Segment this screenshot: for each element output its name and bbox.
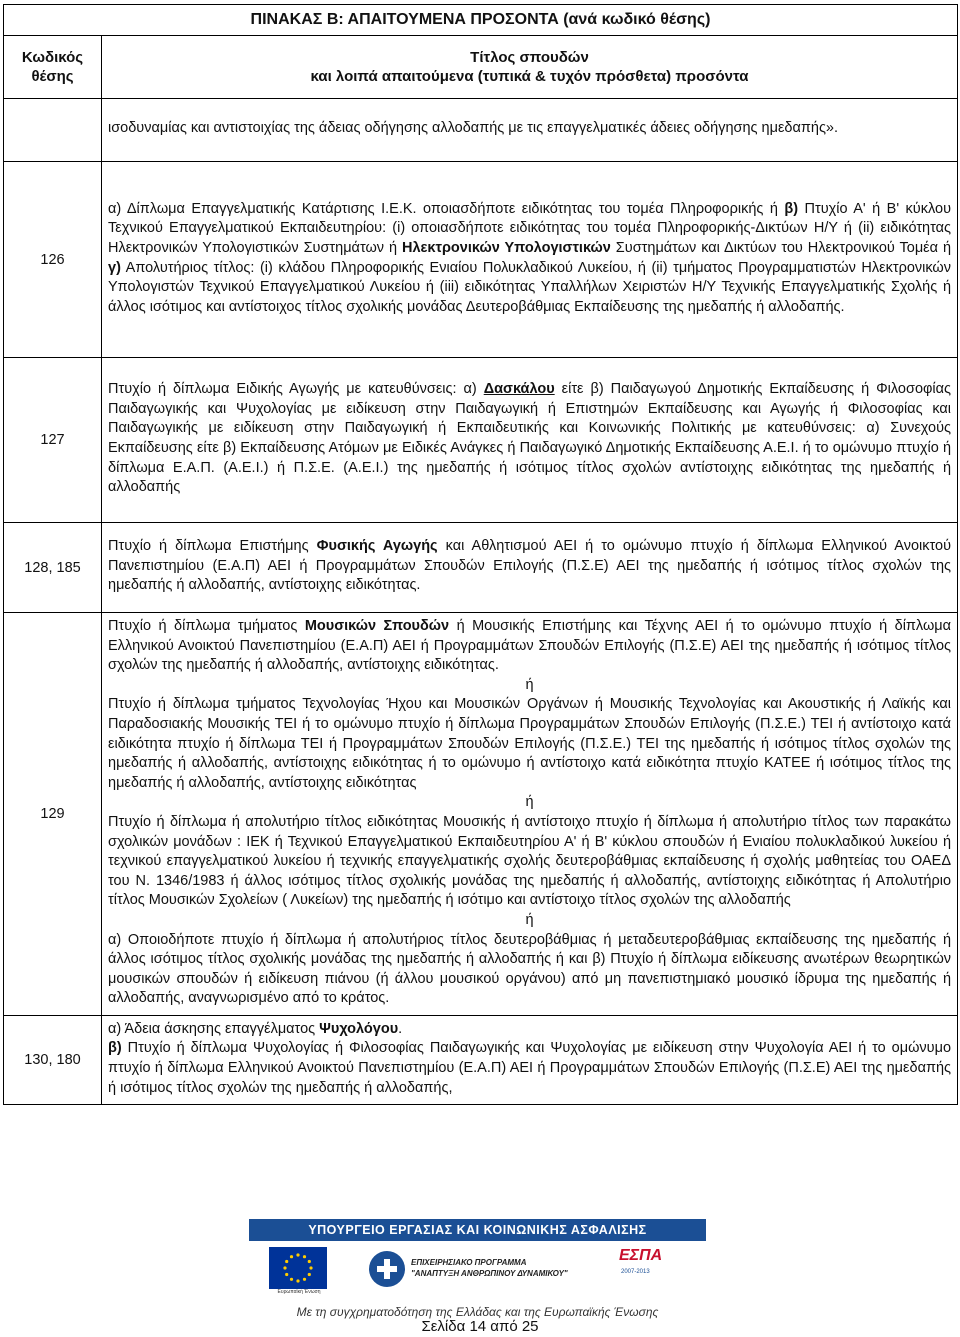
bold-run: β) xyxy=(784,200,799,217)
table-row xyxy=(4,1015,958,1104)
row-code: 129 xyxy=(4,613,102,1016)
row-text: ισοδυναμίας και αντιστοιχίας της άδειας οδήγησης αλλοδαπής με τις επαγγελματικές άδειες οδήγησης ημεδαπής». xyxy=(108,120,839,137)
text-run: . xyxy=(398,1020,403,1037)
text-run: Συστημάτων και Δικτύων του Ηλεκτρονικού Τομέα ή xyxy=(610,239,952,256)
ministry-band: ΥΠΟΥΡΓΕΙΟ ΕΡΓΑΣΙΑΣ ΚΑΙ ΚΟΙΝΩΝΙΚΗΣ ΑΣΦΑΛΙΣΗΣ xyxy=(249,1219,706,1241)
paragraph: α) Οποιοδήποτε πτυχίο ή δίπλωμα ή απολυτήριος τίτλος δευτεροβάθμιας ή μεταδευτεροβάθμιας εκπαίδευσης της ημεδαπής ή άλλος ισότιμος τίτλος σχολικής μονάδας της ημεδαπής ή αλλοδαπής ή και β) Πτυχίο ή δίπλωμα ειδίκευσης ανωτέρων θεωρητικών μουσικών σπουδών ή ειδίκευση πιάνου (ή άλλου μουσικού οργάνου) από μη πανεπιστημιακό μουσικό ίδρυμα της ημεδαπής ή αλλοδαπής, αναγνωρισμένο από το κράτος. xyxy=(108,931,952,1007)
row-code: 128, 185 xyxy=(4,523,102,613)
op-line2: "ΑΝΑΠΤΥΞΗ ΑΝΘΡΩΠΙΝΟΥ ΔΥΝΑΜΙΚΟΥ" xyxy=(411,1269,568,1278)
text-run: Πτυχίο ή δίπλωμα Επιστήμης xyxy=(108,538,317,555)
text-run: ή Μουσικής Επιστήμης και Τέχνης ΑΕΙ ή το ομώνυμο πτυχίο ή δίπλωμα Ελληνικού Ανοικτού Πανεπιστημίου (Ε.Α.Π) ΑΕΙ ή Προγραμμάτων Σπουδών Επιλογής (Π.Σ.Ε) ΑΕΙ της ημεδαπής ή ισότιμος τίτλος σχολών της ημεδαπής ή αλλοδαπής, αντίστοιχης ειδικότητας. xyxy=(108,618,952,674)
table-row xyxy=(4,523,958,613)
header-code-line1: Κωδικός xyxy=(21,49,84,66)
separator-or: ή xyxy=(525,676,534,693)
bold-run: Ηλεκτρονικών Υπολογιστικών xyxy=(401,239,611,256)
text-run: Απολυτήριος τίτλος: (i) κλάδου Πληροφορικής Ενιαίου Πολυκλαδικού Λυκείου, ή (ii) τμήματος Προγραμματιστών Ηλεκτρονικών Υπολογιστών Τεχνικού Επαγγελματικού Λυκείου ή (iii) ειδικότητας Υπαλλήλων Χειριστών Η/Υ Τεχνικής Επαγγελματικής Σχολής ή άλλος ισότιμος και αντίστοιχος τίτλος σχολικής μονάδας Δευτεροβάθμιας Εκπαίδευσης της ημεδαπής ή αλλοδαπής. xyxy=(108,259,952,315)
bold-run: Δασκάλου xyxy=(483,381,555,398)
row-code: 130, 180 xyxy=(4,1015,102,1104)
row-description xyxy=(102,613,958,1016)
table-row xyxy=(4,358,958,523)
bold-run: Μουσικών Σπουδών xyxy=(304,618,450,634)
espa-logo xyxy=(619,1247,689,1291)
header-code xyxy=(4,36,102,99)
text-run: Πτυχίο ή δίπλωμα Ειδικής Αγωγής με κατευθύνσεις: α) xyxy=(108,381,484,398)
logos-row xyxy=(249,1243,706,1303)
header-description xyxy=(102,36,958,99)
header-desc-line2: και λοιπά απαιτούμενα (τυπικά & τυχόν πρόσθετα) προσόντα xyxy=(310,68,749,85)
paragraph: Πτυχίο ή δίπλωμα τμήματος Τεχνολογίας Ήχου και Μουσικών Οργάνων ή Μουσικής Τεχνολογίας και Ακουστικής ή Λαϊκής και Παραδοσιακής Μουσικής ΤΕΙ ή το ομώνυμο πτυχίο ή δίπλωμα Προγραμμάτων Σπουδών Επιλογής (Π.Σ.Ε.) ΤΕΙ ή αντίστοιχο κατά ειδικότητα πτυχίο ή δίπλωμα ΤΕΙ ή Προγραμμάτων Σπουδών Επιλογής (Π.Σ.Ε.) ΤΕΙ της ημεδαπής ή ισότιμος τίτλος σχολών της ημεδαπής ή αλλοδαπής, αντίστοιχης ειδικότητας ή το ομώνυμο ή αντίστοιχο κατά ειδικότητα πτυχίο ΚΑΤΕΕ ή ισότιμος τίτλος της ημεδαπής ή αλλοδαπής, αντίστοιχης ειδικότητας xyxy=(108,696,952,791)
separator-or: ή xyxy=(525,794,534,811)
op-text xyxy=(411,1257,568,1279)
bold-run: γ) xyxy=(108,259,121,276)
cofunding-caption: Με τη συγχρηματοδότηση της Ελλάδας και της Ευρωπαϊκής Ένωσης xyxy=(296,1305,659,1319)
op-line1: ΕΠΙΧΕΙΡΗΣΙΑΚΟ ΠΡΟΓΡΑΜΜΑ xyxy=(411,1258,527,1267)
row-description xyxy=(102,523,958,613)
eu-flag-icon xyxy=(269,1247,327,1289)
row-code: 127 xyxy=(4,358,102,523)
row-description xyxy=(102,358,958,523)
table-row xyxy=(4,613,958,1016)
table-row xyxy=(4,99,958,162)
table-row xyxy=(4,162,958,358)
espa-wordmark: ΕΣΠΑ xyxy=(619,1247,663,1264)
page-number: Σελίδα 14 από 25 xyxy=(421,1318,539,1335)
header-code-line2: θέσης xyxy=(31,68,74,85)
row-code: 126 xyxy=(4,162,102,358)
row-description xyxy=(102,162,958,358)
bold-run: Ψυχολόγου xyxy=(319,1020,399,1037)
text-run: Πτυχίο ή δίπλωμα Ψυχολογίας ή Φιλοσοφίας Παιδαγωγικής και Ψυχολογίας με ειδίκευση στην Ψυχολογία ΑΕΙ ή το ομώνυμο πτυχίο ή δίπλωμα Ελληνικού Ανοικτού Πανεπιστημίου (Ε.Α.Π) ΑΕΙ ή Προγραμμάτων Σπουδών Επιλογής (Π.Σ.Ε) ΑΕΙ της ημεδαπής ή ισότιμος τίτλος σχολών της ημεδαπής ή αλλοδαπής, xyxy=(108,1040,952,1096)
text-run: και Αθλητισμού ΑΕΙ ή το ομώνυμο πτυχίο ή δίπλωμα Ελληνικού Ανοικτού Πανεπιστημίου (Ε.Α.Π) ΑΕΙ ή Προγραμμάτων Σπουδών Επιλογής (Π.Σ.Ε) ΑΕΙ της ημεδαπής ή ισότιμος τίτλος σχολών της ημεδαπής ή αλλοδαπής, αντίστοιχης ειδικότητας. xyxy=(108,538,952,594)
row-description xyxy=(102,99,958,162)
text-run: Πτυχίο Α' ή Β' κύκλου Τεχνικού Επαγγελματικού Εκπαιδευτηρίου: (i) οποιασδήποτε ειδικότητας του τομέα Πληροφορικής-Δικτύων Η/Υ ή (ii) ειδικότητας Ηλεκτρονικών Υπολογιστικών Συστημάτων ή xyxy=(108,200,952,256)
bold-run: Φυσικής Αγωγής xyxy=(316,538,438,555)
separator-or: ή xyxy=(525,911,534,928)
table-title: ΠΙΝΑΚΑΣ Β: ΑΠΑΙΤΟΥΜΕΝΑ ΠΡΟΣΟΝΤΑ (ανά κωδικό θέσης) xyxy=(4,5,958,36)
text-run: Πτυχίο ή δίπλωμα τμήματος xyxy=(108,618,305,634)
text-run: α) Δίπλωμα Επαγγελματικής Κατάρτισης Ι.Ε.Κ. οποιασδήποτε ειδικότητας του τομέα Πληροφορικής ή xyxy=(108,200,785,217)
eu-caption: Ευρωπαϊκή Ένωση xyxy=(277,1289,321,1295)
greek-flag-icon xyxy=(367,1249,407,1289)
requirements-table xyxy=(3,4,958,1105)
text-run: είτε β) Παιδαγωγού Δημοτικής Εκπαίδευσης ή Φιλοσοφίας Παιδαγωγικής και Ψυχολογίας με ειδίκευση στην Παιδαγωγική ή Επιστημών Εκπαίδευσης και Αγωγής ή Φιλοσοφίας και Παιδαγωγικής με ειδίκευση στην Παιδαγωγική ή Εκπαιδευτικής και Κοινωνικής Πολιτικής με κατευθύνσεις: α) Συνεχούς Εκπαίδευσης είτε β) Εκπαίδευσης Ατόμων με Ειδικές Ανάγκες ή Παιδαγωγικό Δημοτικής Εκπαίδευσης Α.Ε.Ι. ή το ομώνυμο πτυχίο ή δίπλωμα Ε.Α.Π. (Α.Ε.Ι.) ή Π.Σ.Ε. (Α.Ε.Ι.) της ημεδαπής ή ισότιμος τίτλος σχολών αντίστοιχης ειδικότητας της ημεδαπής ή αλλοδαπής xyxy=(108,381,952,496)
row-code xyxy=(4,99,102,162)
header-desc-line1: Τίτλος σπουδών xyxy=(470,49,589,66)
operational-programme-logo xyxy=(367,1249,577,1289)
text-run: α) Άδεια άσκησης επαγγέλματος xyxy=(108,1020,320,1037)
bold-run: β) xyxy=(108,1040,122,1057)
espa-years: 2007-2013 xyxy=(621,1269,650,1275)
paragraph: Πτυχίο ή δίπλωμα ή απολυτήριο τίτλος ειδικότητας Μουσικής ή αντίστοιχο πτυχίο ή δίπλωμα ή απολυτήριο τίτλος των παρακάτω σχολικών μονάδων : ΙΕΚ ή Τεχνικού Επαγγελματικού Εκπαιδευτηρίου Α' ή Β' κύκλου σπουδών ή Ενιαίου πολυκλαδικού λυκείου ή τεχνικού επαγγελματικού λυκείου ή τεχνικής επαγγελματικής σχολής δευτεροβάθμιας εκπαίδευσης ή σχολής μαθητείας του ΟΑΕΔ του Ν. 1346/1983 ή άλλος ισότιμος τίτλος σχολικής μονάδας της ημεδαπής ή αλλοδαπής, αντίστοιχης ειδικότητας ή Απολυτήριο τίτλος Μουσικών Σχολείων ( Λυκείων) της ημεδαπής ή ισότιμο και αντίστοιχο τίτλος σχολών της αλλοδαπής xyxy=(108,813,952,909)
row-description xyxy=(102,1015,958,1104)
